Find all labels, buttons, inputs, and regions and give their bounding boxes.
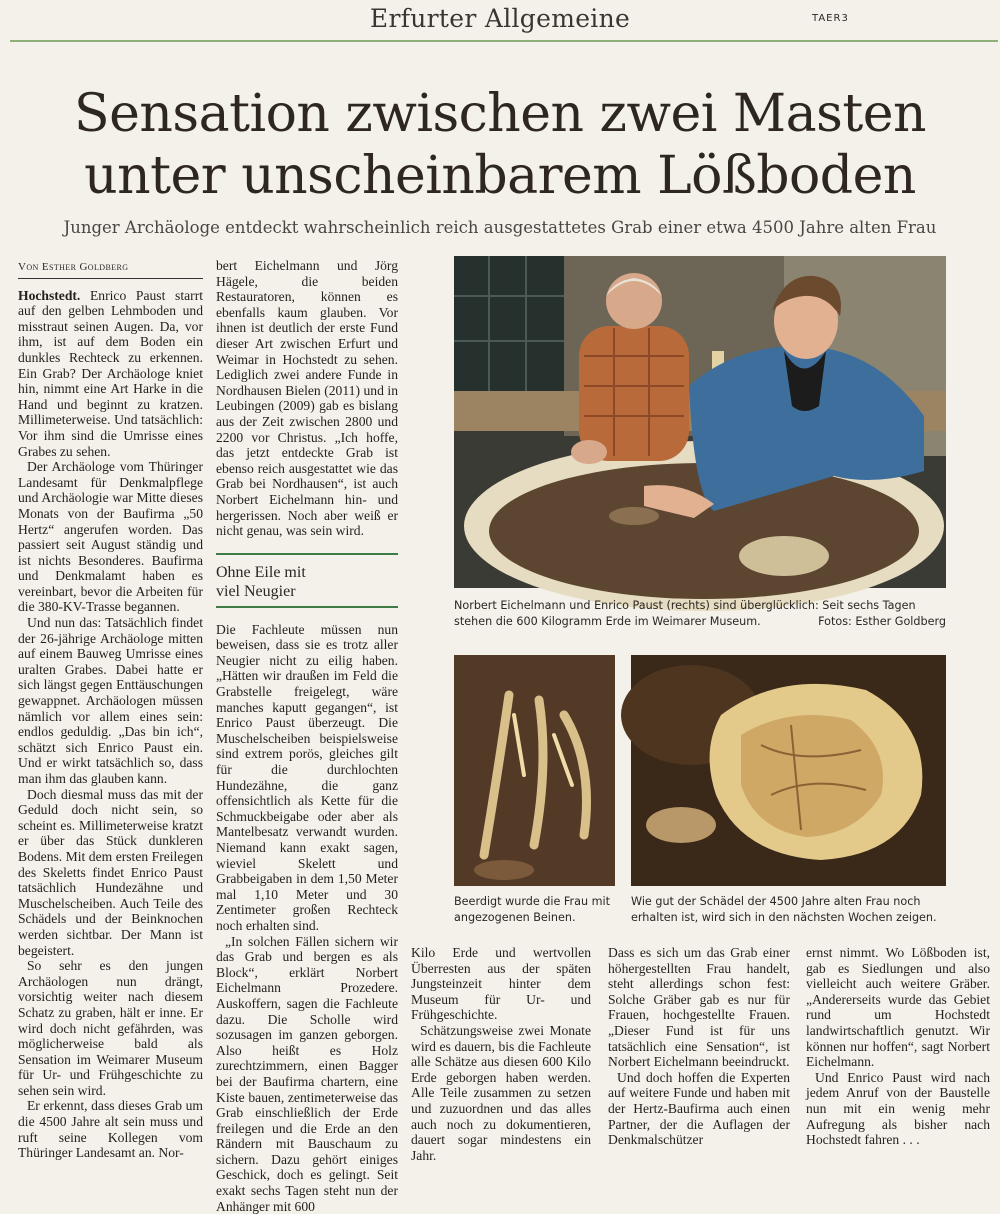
- article-column-3: [411, 945, 591, 1163]
- paragraph: Doch diesmal muss das mit der Geduld doch nicht sein, so scheint es. Millimeterweise kratzt er über das Stück dunkleren Bodens. Mit dem ersten Freilegen des Skeletts findet Enrico Paust tatsächlich Hundezähne und Muschelscheiben. Auch Teile des Schädels und der Beinknochen werden sichtbar. Der Mann ist begeistert.: [18, 786, 203, 958]
- paragraph: bert Eichelmann und Jörg Hägele, die beiden Restauratoren, können es ebenfalls kaum glauben. Vor ihnen ist deutlich der erste Fund dieser Art zwischen Erfurt und Weimar in Hochstedt zu sehen. Lediglich zwei andere Funde in Nordhausen Bielen (2011) und in Leubingen (2009) gab es bislang aus der Zeit zwischen 2800 und 2200 vor Christus. „Ich hoffe, das jetzt entdeckte Grab ist ebenso reich ausgestattet wie das Grab bei Nordhausen“, ist auch Norbert Eichelmann hin- und hergerissen. Noch aber weiß er nicht genau, was sein wird.: [216, 258, 398, 539]
- page-code: TAER3: [812, 13, 849, 24]
- byline: Von Esther Goldberg: [18, 260, 203, 279]
- paragraph: Kilo Erde und wertvollen Überresten aus der späten Jungsteinzeit hinter dem Museum für Ur- und Frühgeschichte.: [411, 945, 591, 1023]
- main-photo: [454, 256, 946, 588]
- subheadline: Junger Archäologe entdeckt wahrscheinlich reich ausgestattetes Grab einer etwa 4500 Jahre alten Frau: [63, 218, 937, 237]
- headline-line-2: unter unscheinbarem Lößboden: [84, 146, 916, 206]
- skull-photo-caption: Wie gut der Schädel der 4500 Jahre alten Frau noch erhalten ist, wird sich in den nächsten Wochen zeigen.: [631, 895, 937, 924]
- paragraph: „In solchen Fällen sichern wir das Grab und bergen es als Block“, erklärt Norbert Eichelmann Prozedere. Auskoffern, sagen die Fachleute dazu. Die Scholle wird sozusagen im ganzen geborgen. Also heißt es Holz zurechtzimmern, einen Bagger bei der Baufirma chartern, eine Kiste bauen, zentimeterweise das Grab einschließlich der Erde freilegen und die Erde an den Rändern mit Bauschaum zu sichern. Dazu gehört einiges Geschick, doch es gelingt. Seit exakt sechs Tagen steht nun der Anhänger mit 600: [216, 933, 398, 1214]
- paragraph: Er erkennt, dass dieses Grab um die 4500 Jahre alt sein muss und ruft seine Kollegen vom Thüringer Landesamt an. Nor-: [18, 1098, 203, 1161]
- paragraph: Und Enrico Paust wird nach jedem Anruf von der Baustelle nun mit ein wenig mehr Aufregung als bisher nach Hochstedt fahren . . .: [806, 1069, 990, 1148]
- section-heading-line-1: Ohne Eile mit: [216, 563, 306, 581]
- photo-credit: Fotos: Esther Goldberg: [818, 615, 946, 628]
- paragraph: Dass es sich um das Grab einer höhergestellten Frau handelt, steht allerdings schon fest: Solche Gräber gab es nur für Frauen, hochgestellte Frauen. „Dieser Fund ist für uns tatsächlich eine Sensation“, ist Norbert Eichelmann beeindruckt.: [608, 945, 790, 1070]
- section-heading: [216, 553, 398, 608]
- masthead-rule: [10, 40, 998, 42]
- article-column-1: [18, 260, 203, 1161]
- paragraph: Und nun das: Tatsächlich findet der 26-jährige Archäologe mitten auf einem Bauweg Umrisse eines uralten Grabes. Dabei hatte er sich längst gegen Enttäuschungen gewappnet. Archäologen müssen nämlich vor allem eines sein: endlos geduldig. „Das bin ich“, schätzt sich Enrico Paust ein. Und er wirkt tatsächlich so, dass man ihm das glauben kann.: [18, 615, 203, 786]
- skull-photo: [631, 655, 946, 886]
- paragraph: Schätzungsweise zwei Monate wird es dauern, bis die Fachleute alle Schätze aus diesen 600 Kilo Erde geborgen haben werden. Alle Teile zusammen zu setzen und zuzuordnen und das alles auch noch zu dokumentieren, dauert sogar mindestens ein Jahr.: [411, 1022, 591, 1163]
- paragraph: So sehr es den jungen Archäologen nun drängt, vorsichtig weiter nach diesem Schatz zu graben, hält er inne. Er wird doch nicht gefährden, was möglicherweise bald als Sensation im Weimarer Museum für Ur- und Frühgeschichte zu sehen sein wird.: [18, 958, 203, 1098]
- legs-photo-caption: Beerdigt wurde die Frau mit angezogenen Beinen.: [454, 895, 611, 924]
- newspaper-name: Erfurter Allgemeine: [369, 4, 631, 33]
- legs-photo: [454, 655, 615, 886]
- dateline: Hochstedt.: [18, 287, 81, 303]
- headline-line-1: Sensation zwischen zwei Masten: [74, 84, 926, 144]
- main-photo-caption: Norbert Eichelmann und Enrico Paust (rechts) sind überglücklich: Seit sechs Tagen stehen die 600 Kilogramm Erde im Weimarer Museum. Fotos: Esther Goldberg: [454, 599, 946, 628]
- paragraph: Die Fachleute müssen nun beweisen, dass sie es trotz aller Neugier nicht zu eilig haben. „Hätten wir draußen im Feld die Grabstelle freigelegt, wäre manches kaputt gegangen“, ist Enrico Paust überzeugt. Die Muschelscheiben beispielsweise sind extrem porös, gleiches gilt für die durchlochten Hundezähne, die ganz offensichtlich als Kette für die Schmuckbeigabe oder aber als Mantelbesatz verwandt wurden. Niemand kann exakt sagen, wieviel Skelett und Grabbeigaben in dem 1,50 Meter mal 1,10 Meter und 30 Zentimeter großen Rechteck noch erhalten sind.: [216, 621, 398, 933]
- paragraph: Der Archäologe vom Thüringer Landesamt für Denkmalpflege und Archäologie war Mitte dieses Monats von der Baufirma „50 Hertz“ angerufen worden. Das passiert seit August ständig und ist nichts Besonderes. Baufirma und Denkmalamt haben es vereinbart, bevor die Arbeiten für die 380-KV-Trasse begannen.: [18, 459, 203, 615]
- article-column-4: [608, 945, 790, 1148]
- photo-skeleton-legs: [454, 655, 615, 886]
- paragraph: Und doch hoffen die Experten auf weitere Funde und haben mit der Hertz-Baufirma auch einen Partner, der die Auflagen der Denkmalschützer: [608, 1069, 790, 1148]
- article-column-5: [806, 945, 990, 1148]
- article-column-2: [216, 258, 398, 1214]
- paragraph: Hochstedt. Enrico Paust starrt auf den gelben Lehmboden und misstraut seinen Augen. Da, vor ihm, ist auf dem Boden ein dunkles Rechteck zu erkennen. Ein Grab? Der Archäologe kniet hin, nimmt eine Art Harke in die Hand und beginnt zu kratzen. Millimeterweise. Und tatsächlich: Vor ihm sind die Umrisse eines Grabes zu sehen.: [18, 287, 203, 459]
- photo-restorers-with-earth-block: [454, 256, 946, 588]
- masthead: [0, 0, 1000, 42]
- headline: [0, 83, 1000, 207]
- paragraph: ernst nimmt. Wo Lößboden ist, gab es Siedlungen und also vielleicht auch weitere Gräber. „Andererseits wurde das Gebiet rund um Hochstedt landwirtschaftlich genutzt. Wir können nur hoffen“, sagt Norbert Eichelmann.: [806, 945, 990, 1070]
- section-heading-line-2: viel Neugier: [216, 582, 296, 600]
- photo-skull: [631, 655, 946, 886]
